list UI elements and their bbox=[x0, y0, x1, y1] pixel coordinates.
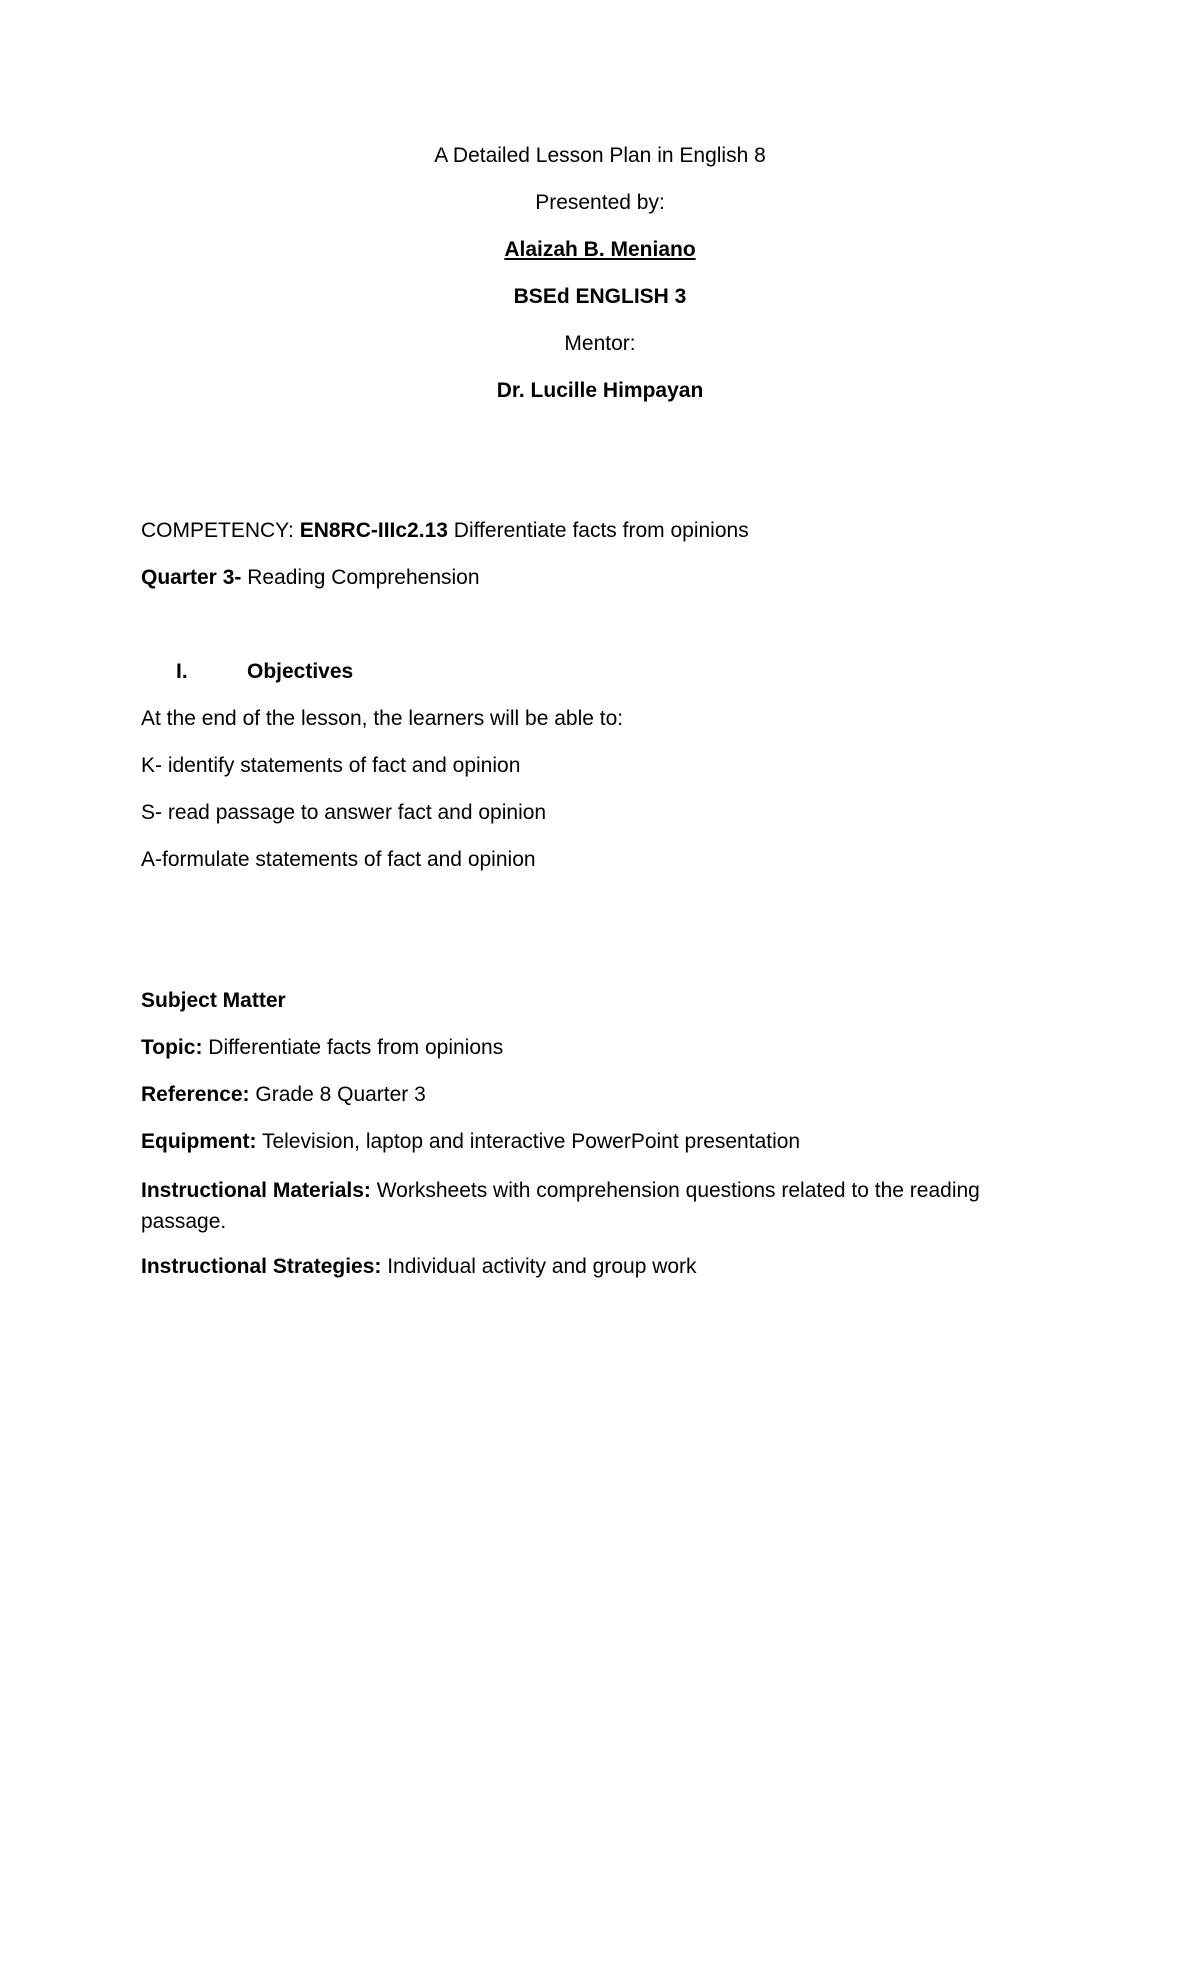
materials-line bbox=[141, 1175, 1031, 1237]
topic-line bbox=[141, 1034, 1061, 1061]
program-name: BSEd ENGLISH 3 bbox=[513, 285, 687, 308]
topic-value: Differentiate facts from opinions bbox=[202, 1036, 504, 1059]
strategies-value: Individual activity and group work bbox=[381, 1255, 697, 1278]
quarter-line bbox=[141, 564, 1061, 591]
materials-label: Instructional Materials: bbox=[141, 1179, 371, 1202]
competency-line bbox=[141, 517, 1061, 544]
strategies-line bbox=[141, 1253, 1061, 1280]
objectives-number: I. bbox=[176, 660, 188, 683]
materials-value: Worksheets with comprehension questions related to the reading passage. bbox=[141, 1179, 980, 1233]
objective-skill: S- read passage to answer fact and opinion bbox=[141, 801, 547, 824]
strategies-label: Instructional Strategies: bbox=[141, 1255, 382, 1278]
objectives-intro: At the end of the lesson, the learners will be able to: bbox=[141, 707, 624, 730]
presenter-name: Alaizah B. Meniano bbox=[504, 238, 696, 261]
document-title: A Detailed Lesson Plan in English 8 bbox=[434, 144, 766, 167]
reference-label: Reference: bbox=[141, 1083, 250, 1106]
objectives-heading: Objectives bbox=[247, 660, 354, 683]
equipment-line bbox=[141, 1128, 1061, 1155]
reference-value: Grade 8 Quarter 3 bbox=[249, 1083, 426, 1106]
quarter-label: Quarter 3- bbox=[141, 566, 242, 589]
equipment-value: Television, laptop and interactive PowerPoint presentation bbox=[256, 1130, 801, 1153]
objective-attitude: A-formulate statements of fact and opinion bbox=[141, 848, 536, 871]
presented-by-label: Presented by: bbox=[535, 191, 665, 214]
reference-line bbox=[141, 1081, 1061, 1108]
equipment-label: Equipment: bbox=[141, 1130, 257, 1153]
competency-label: COMPETENCY: bbox=[141, 519, 294, 542]
competency-text: Differentiate facts from opinions bbox=[447, 519, 749, 542]
mentor-label: Mentor: bbox=[564, 332, 636, 355]
mentor-name: Dr. Lucille Himpayan bbox=[496, 379, 704, 402]
topic-label: Topic: bbox=[141, 1036, 203, 1059]
competency-code: EN8RC-IIIc2.13 bbox=[299, 519, 448, 542]
quarter-text: Reading Comprehension bbox=[241, 566, 480, 589]
subject-matter-heading: Subject Matter bbox=[141, 989, 286, 1012]
objective-knowledge: K- identify statements of fact and opinion bbox=[141, 754, 521, 777]
